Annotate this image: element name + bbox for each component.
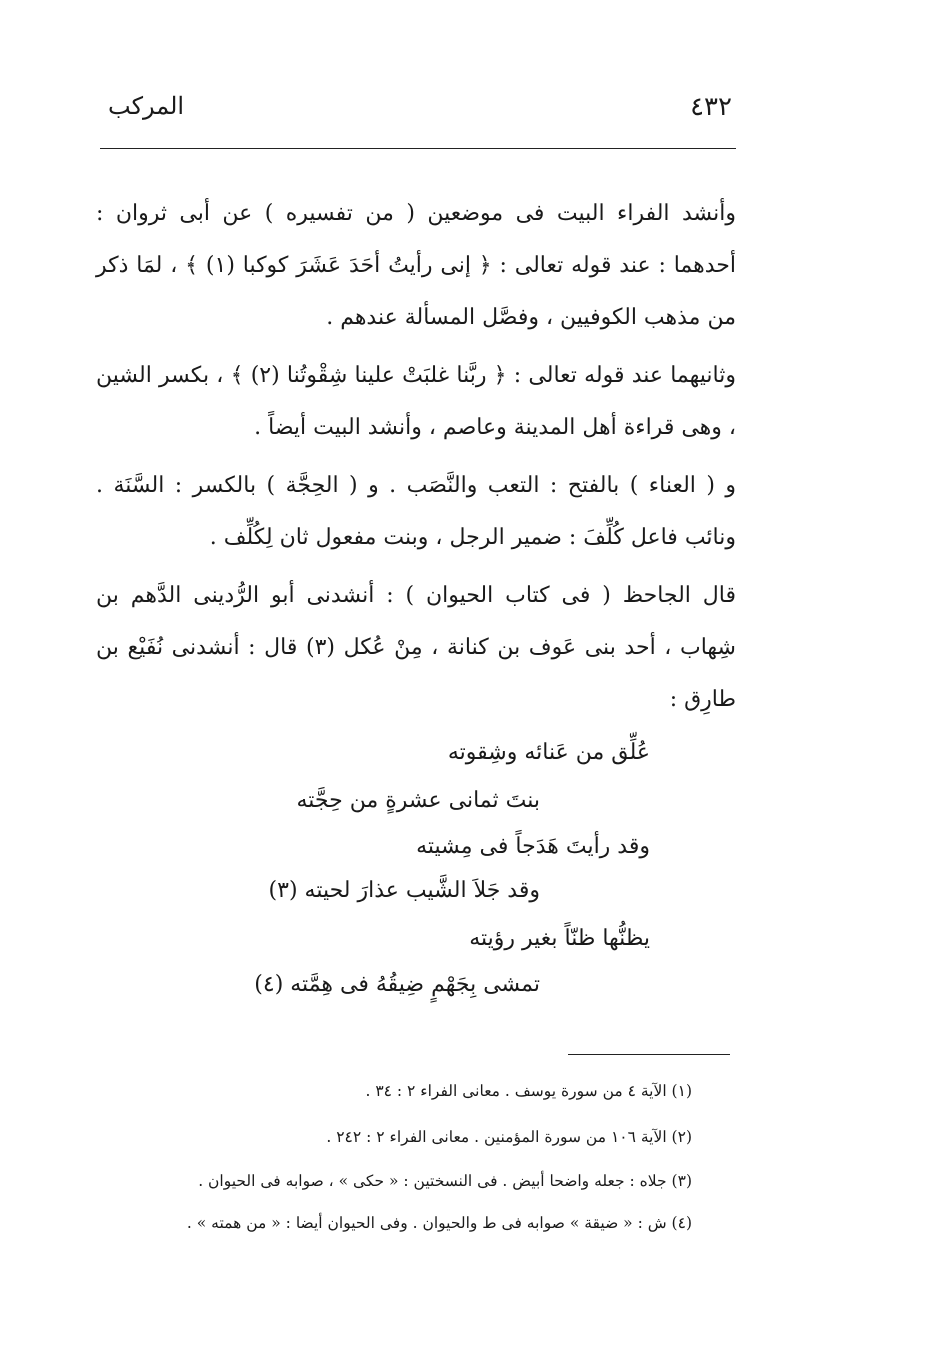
verse-line-2: بنتَ ثمانى عشرةٍ من حِجَّته [296, 788, 540, 813]
page-number: ٤٣٢ [690, 92, 732, 122]
page-header [100, 92, 736, 132]
footnote-4: (٤) ش : « ضيقة » صوابه فى ط والحيوان . وفى الحيوان أيضا : « من همته » . [186, 1214, 692, 1232]
paragraph-1: وأنشد الفراء البيت فى موضعين ( من تفسيره ) عن أبى ثروان : أحدهما : عند قوله تعالى : ﴿ إنى رأيتُ أحَدَ عَشَرَ كوكبا (١) ﴾ ، لمَا ذكر من مذهب الكوفيين ، وفصَّل المسألة عندهم . [96, 201, 736, 330]
verse-line-4: وقد جَلاَ الشَّيب عذارَ لحيته (٣) [268, 878, 540, 903]
verse-line-5: يظنُّها ظنّاً بغير رؤيته [469, 926, 650, 951]
footnote-2: (٢) الآية ١٠٦ من سورة المؤمنين . معانى الفراء ٢ : ٢٤٢ . [326, 1128, 692, 1146]
verse-line-6: تمشى بِجَهْمٍ ضِيقُهُ فى هِمَّته (٤) [254, 972, 540, 997]
paragraph-4: قال الجاحظ ( فى كتاب الحيوان ) : أنشدنى أبو الرُّدينى الدَّهم بن شِهاب ، أحد بنى عَوف بن كنانة ، مِنْ عُكل (٣) قال : أنشدنى نُفَيْع بن طارِق : [96, 583, 736, 712]
header-rule [100, 148, 736, 149]
paragraph-2: وثانيهما عند قوله تعالى : ﴿ ربَّنا غلبَتْ علينا شِقْوتُنا (٢) ﴾ ، بكسر الشين ، وهى قراءة أهل المدينة وعاصم ، وأنشد البيت أيضاً . [96, 363, 736, 440]
footnote-rule [568, 1054, 730, 1055]
paragraph-3: و ( العناء ) بالفتح : التعب والنَّصَب . و ( الحِجَّة ) بالكسر : السَّنَة . ونائب فاعل كُلِّفَ : ضمير الرجل ، وبنت مفعول ثان لِكُلِّف . [96, 473, 736, 550]
footnote-3: (٣) جلاه : جعله واضحا أبيض . فى النسختين : « حكى » ، صوابه فى الحيوان . [198, 1172, 692, 1190]
footnote-1: (١) الآية ٤ من سورة يوسف . معانى الفراء ٢ : ٣٤ . [365, 1082, 692, 1100]
running-title: المركب [108, 92, 185, 120]
verse-line-3: وقد رأيتَ هَدَجاً فى مِشيته [416, 834, 650, 859]
verse-line-1: عُلِّق من عَنائه وشِقوته [447, 740, 650, 765]
